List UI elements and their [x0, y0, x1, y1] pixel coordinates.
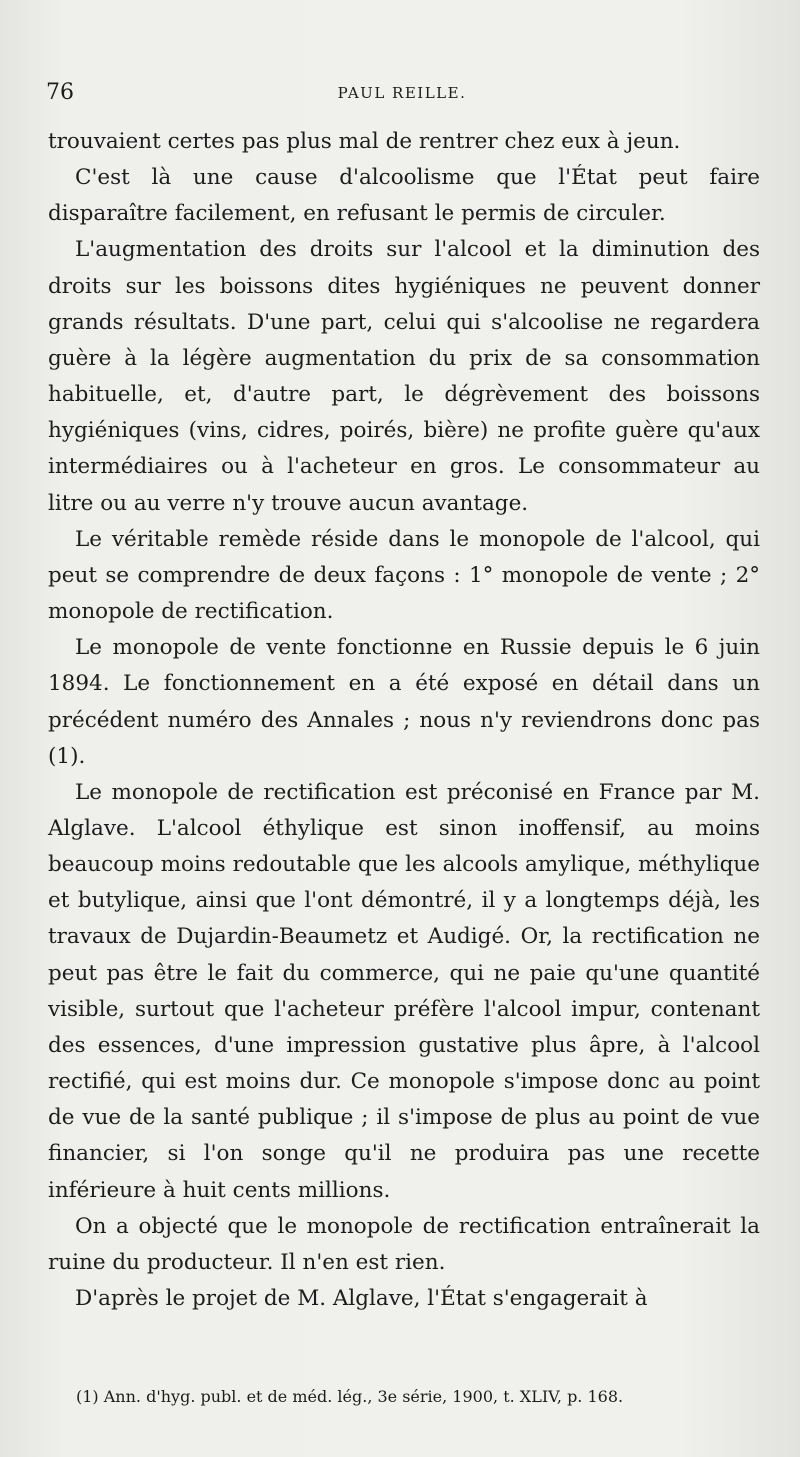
page-header — [46, 80, 758, 114]
paragraph: Le monopole de rectification est préconisé en France par M. Alglave. L'alcool éthylique est sinon inoffensif, au moins beaucoup moins redoutable que les alcools amylique, méthylique et butylique, ainsi que l'ont démontré, il y a longtemps déjà, les travaux de Dujardin-Beaumetz et Audigé. Or, la rectification ne peut pas être le fait du commerce, qui ne paie qu'une quantité visible, surtout que l'acheteur préfère l'alcool impur, contenant des essences, d'une impression gustative plus âpre, à l'alcool rectifié, qui est moins dur. Ce monopole s'impose donc au point de vue de la santé publique ; il s'impose de plus au point de vue financier, si l'on songe qu'il ne produira pas une recette inférieure à huit cents millions. — [48, 779, 760, 1203]
paragraph: On a objecté que le monopole de rectification entraînerait la ruine du producteur. Il n'en est rien. — [48, 1213, 760, 1275]
paragraph: trouvaient certes pas plus mal de rentrer chez eux à jeun. — [48, 129, 681, 154]
running-head: PAUL REILLE. — [337, 84, 467, 102]
paragraph: C'est là une cause d'alcoolisme que l'État peut faire disparaître facilement, en refusant le permis de circuler. — [48, 165, 760, 227]
footnote: (1) Ann. d'hyg. publ. et de méd. lég., 3e série, 1900, t. XLIV, p. 168. — [76, 1387, 624, 1406]
page-number: 76 — [46, 80, 74, 105]
paragraph: D'après le projet de M. Alglave, l'État s'engagerait à — [75, 1286, 648, 1311]
paragraph: L'augmentation des droits sur l'alcool et la diminution des droits sur les boissons dites hygiéniques ne peuvent donner grands résultats. D'une part, celui qui s'alcoolise ne regardera guère à la légère augmentation du prix de sa consommation habituelle, et, d'autre part, le dégrèvement des boissons hygiéniques (vins, cidres, poirés, bière) ne profite guère qu'aux intermédiaires ou à l'acheteur en gros. Le consommateur au litre ou au verre n'y trouve aucun avantage. — [48, 237, 760, 516]
paragraph: Le véritable remède réside dans le monopole de l'alcool, qui peut se comprendre de deux façons : 1° monopole de vente ; 2° monopole de rectification. — [48, 526, 760, 625]
body-text — [48, 124, 760, 1317]
paragraph: Le monopole de vente fonctionne en Russie depuis le 6 juin 1894. Le fonctionnement en a été exposé en détail dans un précédent numéro des Annales ; nous n'y reviendrons donc pas (1). — [48, 635, 760, 769]
